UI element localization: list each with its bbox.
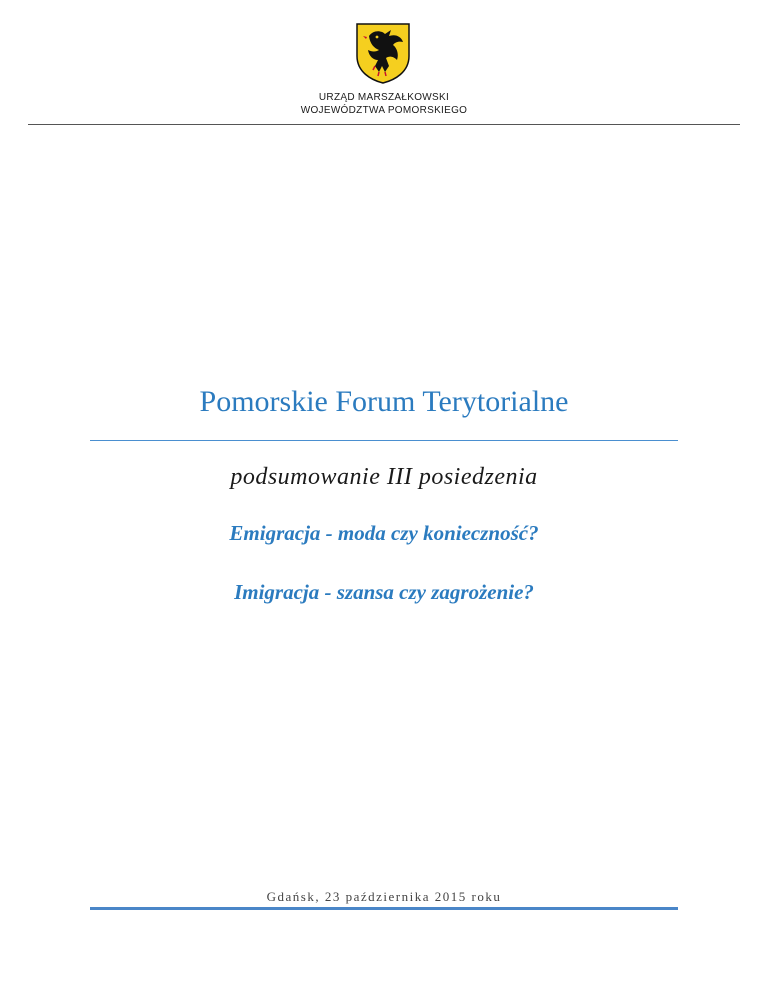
organization-name-line-1: URZĄD MARSZAŁKOWSKI bbox=[318, 92, 450, 103]
topic-emigration: Emigracja - moda czy konieczność? bbox=[229, 521, 539, 545]
header-divider bbox=[28, 124, 740, 125]
document-title: Pomorskie Forum Terytorialne bbox=[199, 385, 569, 418]
topic-immigration: Imigracja - szansa czy zagrożenie? bbox=[234, 580, 534, 604]
footer-divider bbox=[90, 907, 678, 910]
griffin-crest-icon bbox=[355, 22, 411, 84]
document-subtitle: podsumowanie III posiedzenia bbox=[230, 464, 538, 490]
organization-name bbox=[0, 91, 768, 117]
page-header bbox=[0, 0, 768, 130]
organization-name-line-2: WOJEWÓDZTWA POMORSKIEGO bbox=[300, 105, 468, 116]
place-and-date: Gdańsk, 23 października 2015 roku bbox=[266, 889, 502, 904]
title-divider bbox=[90, 440, 678, 441]
